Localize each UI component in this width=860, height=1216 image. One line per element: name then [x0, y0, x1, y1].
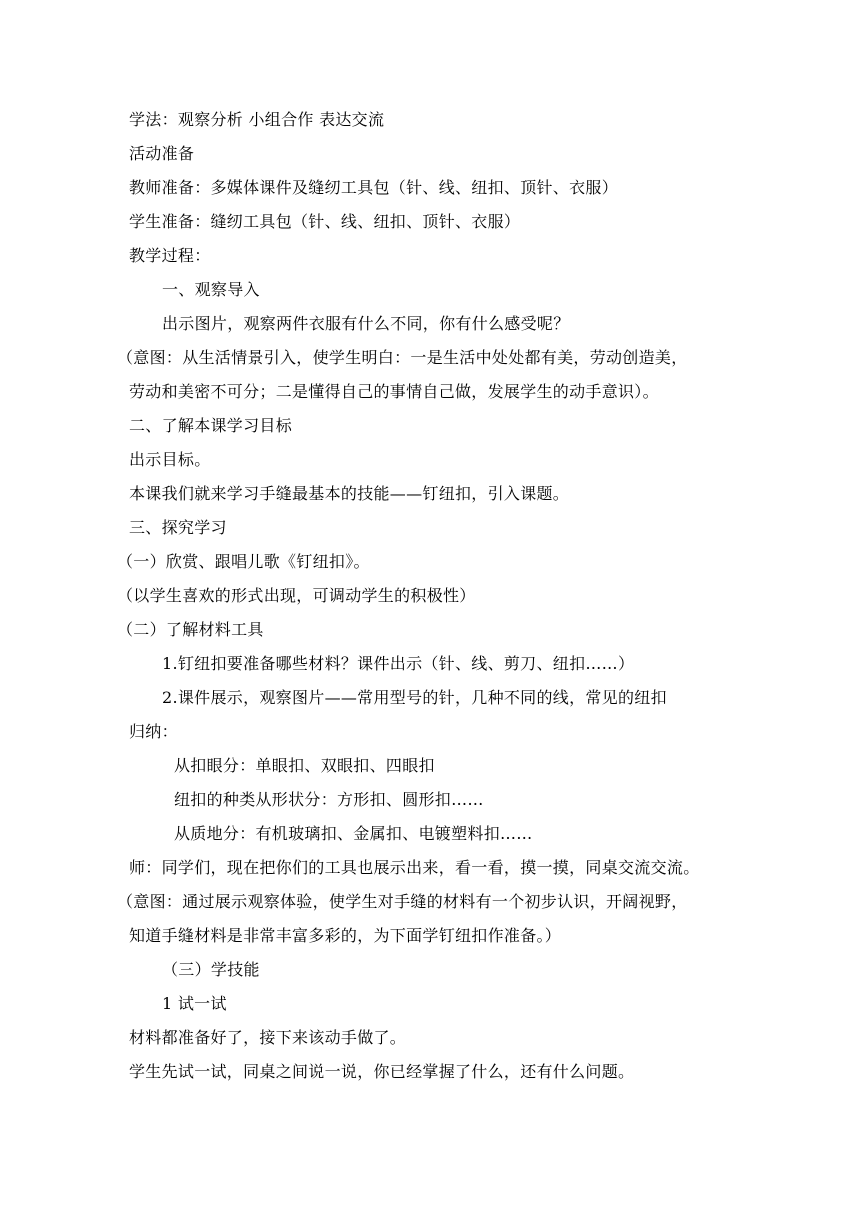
line-teaching-process-heading: 教学过程： [129, 246, 211, 265]
line-sub-two: （二）了解材料工具 [117, 620, 264, 639]
line-student-prep: 学生准备：缝纫工具包（针、线、纽扣、顶针、衣服） [129, 212, 521, 231]
line-by-holes: 从扣眼分：单眼扣、双眼扣、四眼扣 [174, 756, 435, 775]
line-section-two-heading: 二、了解本课学习目标 [129, 416, 293, 435]
line-item-2: 2.课件展示，观察图片——常用型号的针，几种不同的线，常见的纽扣 [162, 688, 667, 707]
line-sub-one-note: （以学生喜欢的形式出现，可调动学生的积极性） [117, 586, 476, 605]
line-study-method: 学法：观察分析 小组合作 表达交流 [129, 110, 385, 129]
line-summary-heading: 归纳： [129, 722, 178, 741]
line-try-it: 1 试一试 [162, 994, 227, 1013]
line-intent-1a: （意图：从生活情景引入，使学生明白：一是生活中处处都有美，劳动创造美， [117, 348, 688, 367]
line-by-shape: 纽扣的种类从形状分：方形扣、圆形扣…… [174, 790, 484, 809]
line-students-try: 学生先试一试，同桌之间说一说，你已经掌握了什么，还有什么问题。 [129, 1062, 635, 1081]
line-intent-1b: 劳动和美密不可分；二是懂得自己的事情自己做，发展学生的动手意识）。 [129, 382, 659, 401]
line-teacher-prep: 教师准备：多媒体课件及缝纫工具包（针、线、纽扣、顶针、衣服） [129, 178, 619, 197]
line-sub-one: （一）欣赏、跟唱儿歌《钉纽扣》。 [117, 552, 370, 571]
line-item-1: 1.钉纽扣要准备哪些材料？课件出示（针、线、剪刀、纽扣……） [162, 654, 635, 673]
line-materials-ready: 材料都准备好了，接下来该动手做了。 [129, 1028, 407, 1047]
line-section-three-heading: 三、探究学习 [129, 518, 227, 537]
line-section-one-heading: 一、观察导入 [162, 280, 260, 299]
line-intent-2a: （意图：通过展示观察体验，使学生对手缝的材料有一个初步认识，开阔视野， [117, 892, 688, 911]
line-intent-2b: 知道手缝材料是非常丰富多彩的，为下面学钉纽扣作准备。） [129, 926, 562, 945]
line-by-material: 从质地分：有机玻璃扣、金属扣、电镀塑料扣…… [174, 824, 533, 843]
line-teacher-says: 师：同学们，现在把你们的工具也展示出来，看一看，摸一摸，同桌交流交流。 [129, 858, 700, 877]
line-show-goals: 出示目标。 [129, 450, 211, 469]
line-lesson-intro: 本课我们就来学习手缝最基本的技能——钉纽扣，引入课题。 [129, 484, 570, 503]
line-activity-prep-heading: 活动准备 [129, 144, 195, 163]
line-show-pictures: 出示图片，观察两件衣服有什么不同，你有什么感受呢？ [162, 314, 570, 333]
line-sub-three: （三）学技能 [162, 960, 260, 979]
